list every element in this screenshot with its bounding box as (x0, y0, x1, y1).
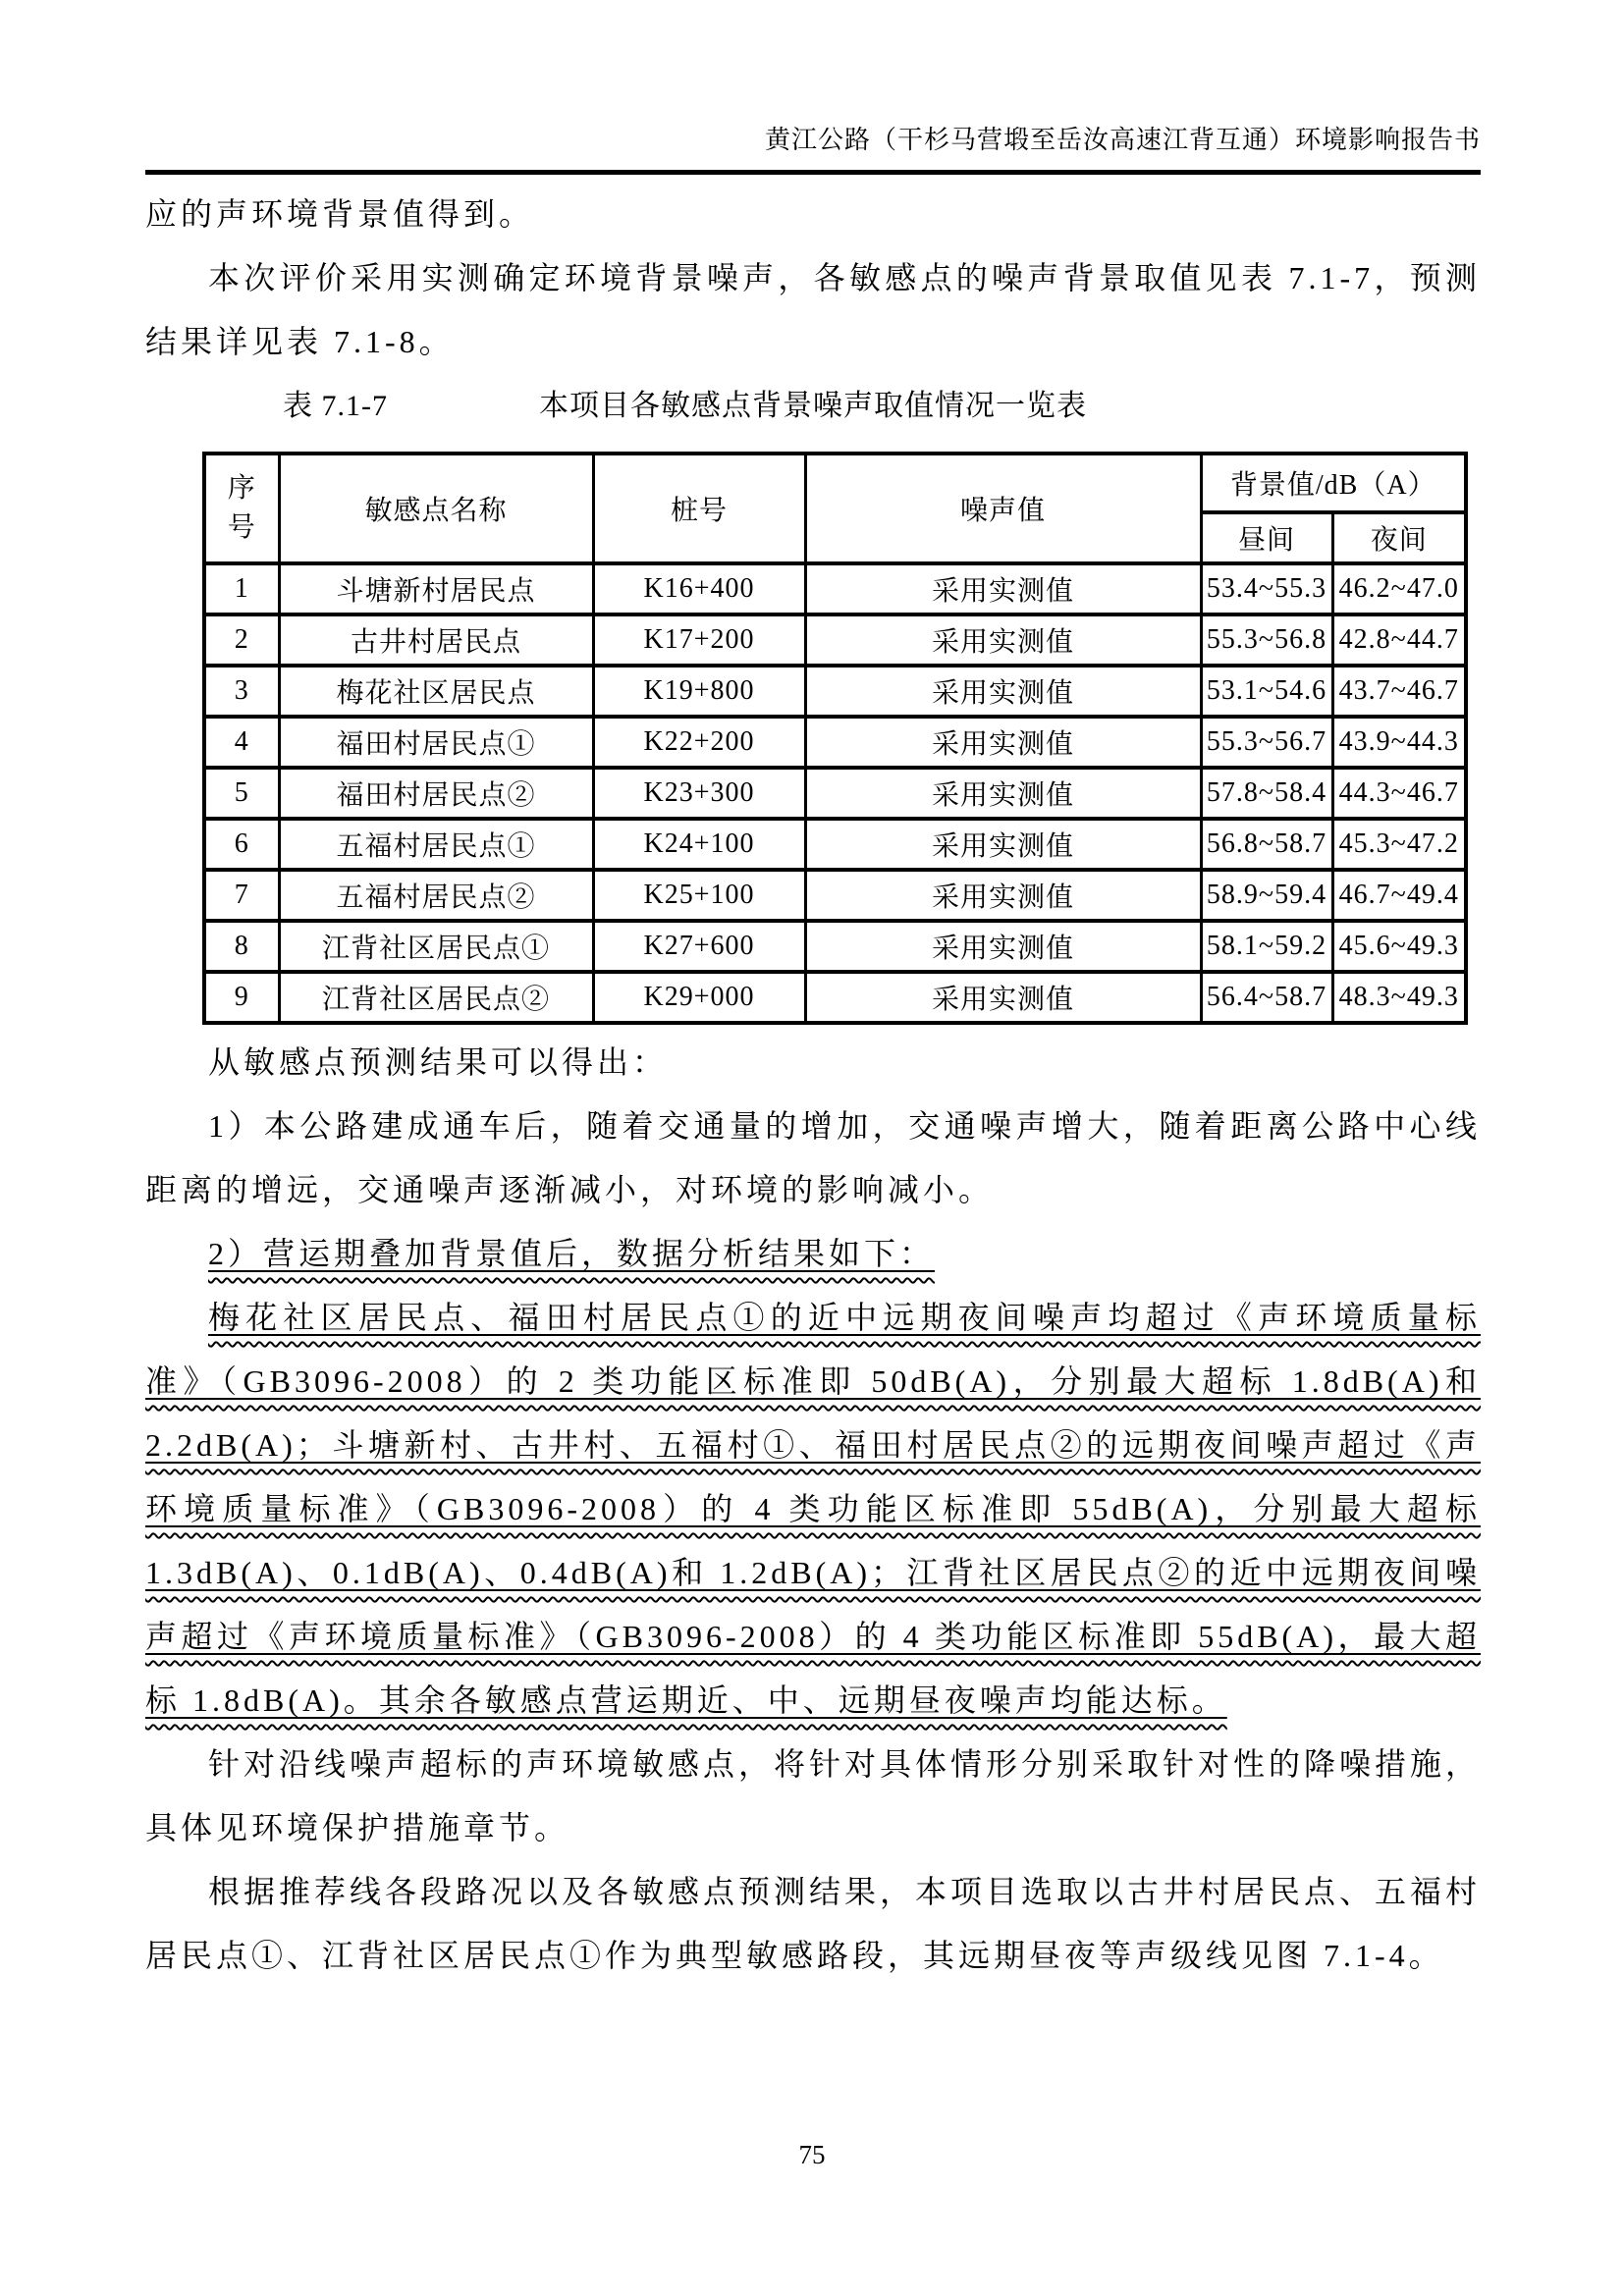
page-number: 75 (798, 2140, 826, 2169)
inserted-text-exceedance-analysis: 梅花社区居民点、福田村居民点①的近中远期夜间噪声均超过《声环境质量标准》（GB3096-2008）的 2 类功能区标准即 50dB(A)，分别最大超标 1.8dB(A)和 2.2dB(A)；斗塘新村、古井村、五福村①、福田村居民点②的远期夜间噪声超过《声环境质量标准》（GB3096-2008）的 4 类功能区标准即 55dB(A)，分别最大超标 1.3dB(A)、0.1dB(A)、0.4dB(A)和 1.2dB(A)；江背社区居民点②的近中远期夜间噪声超过《声环境质量标准》（GB3096-2008）的 4 类功能区标准即 55dB(A)，最大超标 1.8dB(A)。其余各敏感点营运期近、中、远期昼夜噪声均能达标。 (145, 1300, 1481, 1718)
cell-daytime-value: 57.8~58.4 (1201, 768, 1332, 819)
paragraph-continuation: 应的声环境背景值得到。 (145, 196, 535, 232)
cell-daytime-value: 55.3~56.7 (1201, 717, 1332, 768)
header-noise: 噪声值 (805, 454, 1201, 563)
cell-stake-number: K19+800 (593, 666, 805, 717)
inserted-text-point-2: 2）营运期叠加背景值后，数据分析结果如下： (208, 1236, 936, 1271)
cell-noise-value: 采用实测值 (805, 870, 1201, 921)
cell-sensitive-point-name: 福田村居民点② (279, 768, 593, 819)
cell-index: 3 (204, 666, 279, 717)
cell-stake-number: K25+100 (593, 870, 805, 921)
header-daytime: 昼间 (1201, 512, 1332, 563)
cell-index: 2 (204, 614, 279, 666)
cell-index: 7 (204, 870, 279, 921)
cell-daytime-value: 56.8~58.7 (1201, 819, 1332, 870)
cell-noise-value: 采用实测值 (805, 921, 1201, 972)
cell-index: 4 (204, 717, 279, 768)
cell-noise-value: 采用实测值 (805, 717, 1201, 768)
paragraph-mitigation-measures: 针对沿线噪声超标的声环境敏感点，将针对具体情形分别采取针对性的降噪措施，具体见环境保护措施章节。 (145, 1746, 1482, 1845)
cell-noise-value: 采用实测值 (805, 819, 1201, 870)
cell-noise-value: 采用实测值 (805, 614, 1201, 666)
table-label: 表 7.1-7 (283, 390, 388, 422)
cell-noise-value: 采用实测值 (805, 972, 1201, 1023)
paragraph-typical-sections: 根据推荐线各段路况以及各敏感点预测结果，本项目选取以古井村居民点、五福村居民点①、江背社区居民点①作为典型敏感路段，其远期昼夜等声级线见图 7.1-4。 (145, 1874, 1482, 1973)
cell-stake-number: K22+200 (593, 717, 805, 768)
table-row (204, 768, 1466, 819)
header-index: 序号 (204, 454, 279, 563)
table-body (204, 563, 1466, 1023)
cell-sensitive-point-name: 五福村居民点① (279, 819, 593, 870)
cell-daytime-value: 56.4~58.7 (1201, 972, 1332, 1023)
cell-nighttime-value: 48.3~49.3 (1332, 972, 1466, 1023)
cell-stake-number: K23+300 (593, 768, 805, 819)
table-row (204, 563, 1466, 614)
table-row (204, 819, 1466, 870)
cell-nighttime-value: 43.9~44.3 (1332, 717, 1466, 768)
table-row (204, 666, 1466, 717)
header-stake: 桩号 (593, 454, 805, 563)
table-header (204, 454, 1466, 563)
cell-nighttime-value: 42.8~44.7 (1332, 614, 1466, 666)
table-caption (145, 374, 1481, 438)
cell-stake-number: K17+200 (593, 614, 805, 666)
cell-index: 5 (204, 768, 279, 819)
header-nighttime: 夜间 (1332, 512, 1466, 563)
table-row (204, 921, 1466, 972)
table-title: 本项目各敏感点背景噪声取值情况一览表 (539, 390, 1087, 422)
paragraph-point-1: 1）本公路建成通车后，随着交通量的增加，交通噪声增大，随着距离公路中心线距离的增远，交通噪声逐渐减小，对环境的影响减小。 (145, 1108, 1481, 1207)
cell-nighttime-value: 46.7~49.4 (1332, 870, 1466, 921)
paragraph-exceedance-analysis (145, 1286, 1481, 1733)
header-name: 敏感点名称 (279, 454, 593, 563)
cell-sensitive-point-name: 江背社区居民点② (279, 972, 593, 1023)
cell-sensitive-point-name: 福田村居民点① (279, 717, 593, 768)
cell-sensitive-point-name: 江背社区居民点① (279, 921, 593, 972)
cell-daytime-value: 53.1~54.6 (1201, 666, 1332, 717)
running-header-title: 黄江公路（干杉马营塅至岳汝高速江背互通）环境影响报告书 (764, 126, 1481, 154)
cell-index: 6 (204, 819, 279, 870)
paragraph-point-2 (145, 1222, 1481, 1286)
cell-index: 1 (204, 563, 279, 614)
paragraph-evaluation-method: 本次评价采用实测确定环境背景噪声，各敏感点的噪声背景取值见表 7.1-7，预测结果详见表 7.1-8。 (145, 260, 1481, 359)
header-rule (145, 170, 1481, 175)
table-row (204, 614, 1466, 666)
cell-noise-value: 采用实测值 (805, 666, 1201, 717)
cell-sensitive-point-name: 古井村居民点 (279, 614, 593, 666)
cell-nighttime-value: 46.2~47.0 (1332, 563, 1466, 614)
background-noise-table (202, 452, 1468, 1025)
table-row (204, 972, 1466, 1023)
cell-daytime-value: 53.4~55.3 (1201, 563, 1332, 614)
cell-daytime-value: 58.1~59.2 (1201, 921, 1332, 972)
cell-nighttime-value: 45.3~47.2 (1332, 819, 1466, 870)
paragraph-conclusion-lead: 从敏感点预测结果可以得出： (208, 1044, 669, 1080)
cell-daytime-value: 58.9~59.4 (1201, 870, 1332, 921)
cell-sensitive-point-name: 斗塘新村居民点 (279, 563, 593, 614)
cell-stake-number: K24+100 (593, 819, 805, 870)
cell-index: 8 (204, 921, 279, 972)
cell-nighttime-value: 44.3~46.7 (1332, 768, 1466, 819)
cell-noise-value: 采用实测值 (805, 768, 1201, 819)
cell-nighttime-value: 43.7~46.7 (1332, 666, 1466, 717)
cell-sensitive-point-name: 梅花社区居民点 (279, 666, 593, 717)
table-row (204, 717, 1466, 768)
cell-stake-number: K16+400 (593, 563, 805, 614)
page-content (0, 124, 1624, 1988)
cell-daytime-value: 55.3~56.8 (1201, 614, 1332, 666)
cell-nighttime-value: 45.6~49.3 (1332, 921, 1466, 972)
cell-sensitive-point-name: 五福村居民点② (279, 870, 593, 921)
cell-index: 9 (204, 972, 279, 1023)
table-row (204, 870, 1466, 921)
header-background-value: 背景值/dB（A） (1201, 454, 1466, 512)
cell-noise-value: 采用实测值 (805, 563, 1201, 614)
cell-stake-number: K27+600 (593, 921, 805, 972)
cell-stake-number: K29+000 (593, 972, 805, 1023)
